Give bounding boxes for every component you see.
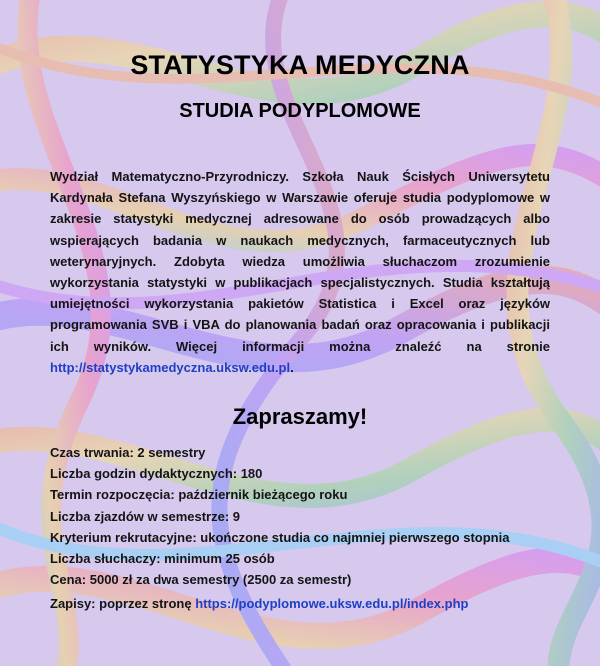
fact-duration: Czas trwania: 2 semestry (50, 445, 206, 460)
signup-line (50, 596, 570, 611)
program-description (50, 166, 550, 378)
fact-price: Cena: 5000 zł za dwa semestry (2500 za semestr) (50, 572, 352, 588)
page-subtitle: STUDIA PODYPLOMOWE (179, 100, 421, 122)
signup-link[interactable]: https://podyplomowe.uksw.edu.pl/index.php (195, 596, 469, 611)
program-facts-list (50, 442, 560, 590)
signup-label: Zapisy: poprzez stronę (50, 596, 196, 611)
fact-teaching-hours: Liczba godzin dydaktycznych: 180 (50, 466, 263, 482)
fact-sessions-per-semester: Liczba zjazdów w semestrze: 9 (50, 508, 241, 524)
fact-admission-criteria: Kryterium rekrutacyjne: ukończone studia co najmniej pierwszego stopnia (50, 529, 510, 545)
page-title: STATYSTYKA MEDYCZNA (130, 50, 470, 80)
invitation-heading: Zapraszamy! (232, 404, 368, 429)
fact-participants: Liczba słuchaczy: minimum 25 osób (50, 551, 275, 567)
program-website-link[interactable]: http://statystykamedyczna.uksw.edu.pl (50, 359, 291, 375)
fact-start-date: Termin rozpoczęcia: październik bieżącego roku (50, 487, 348, 503)
description-text: Wydział Matematyczno-Przyrodniczy. Szkoła Nauk Ścisłych Uniwersytetu Kardynała Stefana Wyszyńskiego w Warszawie oferuje studia podyplomowe w zakresie statystyki medycznej adresowane do osób prowadzących albo wspierających badania w naukach medycznych, farmaceutycznych lub weterynaryjnych. Zdobyta wiedza umożliwia słuchaczom zrozumienie wykorzystania statystyki w publikacjach specjalistycznych. Studia kształtują umiejętności wykorzystania pakietów Statistica i Excel oraz języków programowania SVB i VBA do planowania badań oraz opracowania i publikacji ich wyników. Więcej informacji można znaleźć na stronie (50, 169, 550, 354)
description-period: . (290, 359, 294, 375)
